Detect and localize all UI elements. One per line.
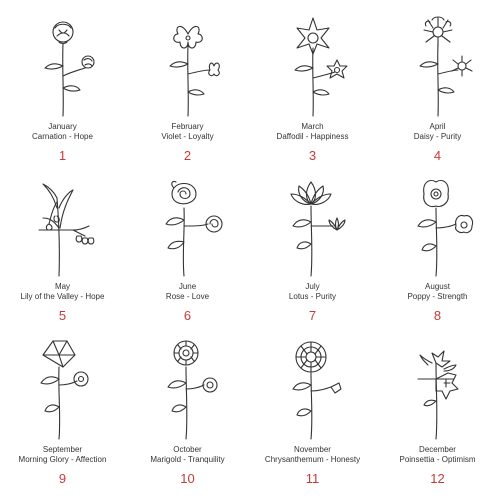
flower-number: 1 xyxy=(58,148,67,163)
flower-card-july xyxy=(250,160,375,323)
daffodil-icon xyxy=(263,8,363,118)
flower-meaning: Chrysanthemum - Honesty xyxy=(264,455,361,464)
chrysanthemum-icon xyxy=(263,331,363,441)
flower-number: 12 xyxy=(430,471,445,486)
lotus-icon xyxy=(263,168,363,278)
month-label: May xyxy=(54,282,71,291)
flower-number: 4 xyxy=(433,148,442,163)
flower-card-february xyxy=(125,0,250,163)
month-label: December xyxy=(419,445,456,454)
flower-card-january xyxy=(0,0,125,163)
month-label: November xyxy=(294,445,331,454)
poinsettia-icon xyxy=(388,331,488,441)
flower-meaning: Daffodil - Happiness xyxy=(276,132,349,141)
flower-card-december xyxy=(375,323,500,500)
flower-card-may xyxy=(0,160,125,323)
poppy-icon xyxy=(388,168,488,278)
flower-card-november xyxy=(250,323,375,500)
flower-meaning: Lily of the Valley - Hope xyxy=(20,292,105,301)
flower-meaning: Poinsettia - Optimism xyxy=(399,455,476,464)
flower-number: 11 xyxy=(305,471,320,486)
month-label: July xyxy=(305,282,320,291)
flower-meaning: Rose - Love xyxy=(165,292,210,301)
carnation-icon xyxy=(13,8,113,118)
flower-meaning: Lotus - Purity xyxy=(288,292,337,301)
flower-number: 5 xyxy=(58,308,67,323)
flower-number: 10 xyxy=(180,471,195,486)
month-label: February xyxy=(171,122,204,131)
month-label: March xyxy=(301,122,324,131)
month-label: June xyxy=(178,282,197,291)
flower-meaning: Violet - Loyalty xyxy=(161,132,214,141)
violet-icon xyxy=(138,8,238,118)
flower-number: 9 xyxy=(58,471,67,486)
flower-meaning: Poppy - Strength xyxy=(407,292,468,301)
flower-number: 6 xyxy=(183,308,192,323)
flower-card-june xyxy=(125,160,250,323)
flower-card-march xyxy=(250,0,375,163)
flower-card-october xyxy=(125,323,250,500)
flower-number: 7 xyxy=(308,308,317,323)
flower-card-august xyxy=(375,160,500,323)
flower-number: 8 xyxy=(433,308,442,323)
rose-icon xyxy=(138,168,238,278)
marigold-icon xyxy=(138,331,238,441)
month-label: September xyxy=(42,445,83,454)
flower-card-september xyxy=(0,323,125,500)
month-label: October xyxy=(173,445,202,454)
month-label: April xyxy=(429,122,446,131)
flower-meaning: Daisy - Purity xyxy=(413,132,462,141)
morning-glory-icon xyxy=(13,331,113,441)
flower-number: 3 xyxy=(308,148,317,163)
flower-number: 2 xyxy=(183,148,192,163)
month-label: January xyxy=(48,122,77,131)
flower-card-april xyxy=(375,0,500,163)
month-label: August xyxy=(425,282,450,291)
flower-meaning: Carnation - Hope xyxy=(32,132,93,141)
daisy-icon xyxy=(388,8,488,118)
lily-of-the-valley-icon xyxy=(13,168,113,278)
flower-meaning: Morning Glory - Affection xyxy=(18,455,107,464)
flower-meaning: Marigold - Tranquility xyxy=(150,455,225,464)
